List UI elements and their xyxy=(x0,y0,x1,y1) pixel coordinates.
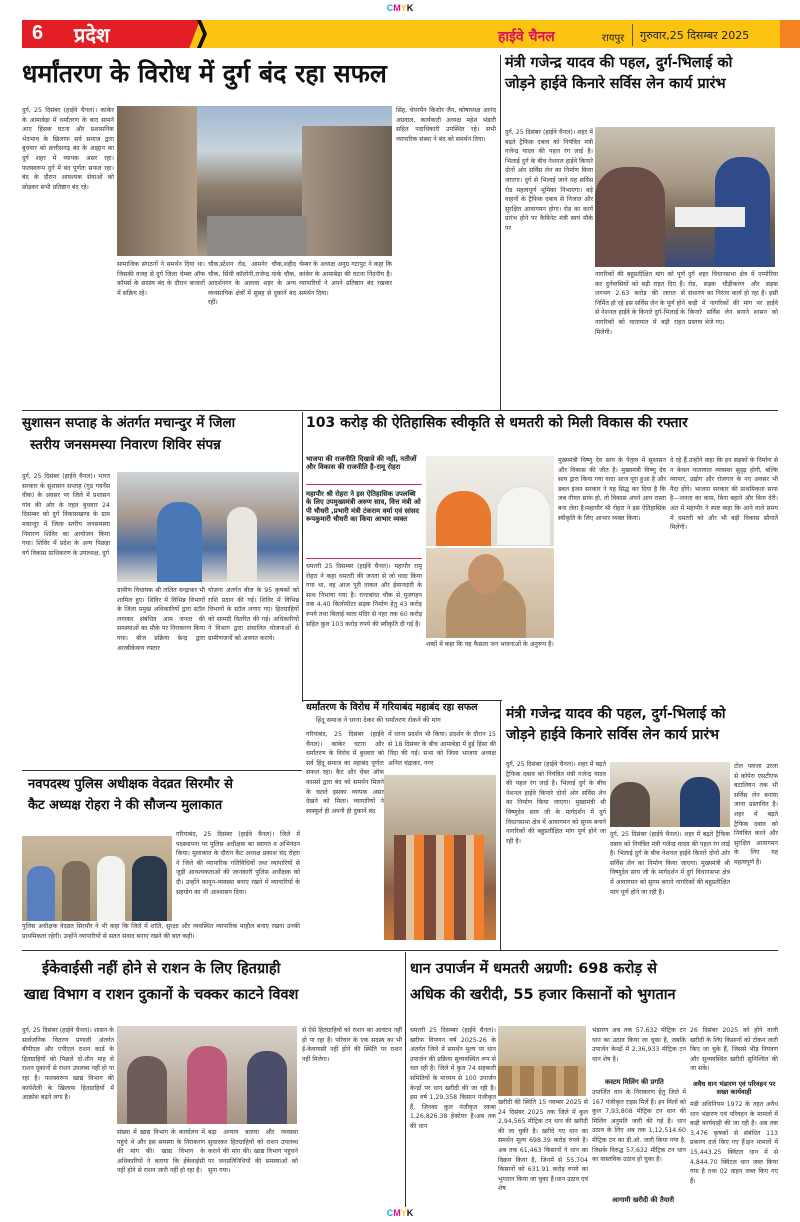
mayor-portrait-photo xyxy=(426,548,554,638)
ration-photo xyxy=(117,1026,297,1124)
article-body: दुर्ग, 25 दिसंबर (हाईवे चैनल)। शहर में बढ़ते ट्रैफिक दबाव को नियंत्रित मंत्री गजेन्द्र यादव की पहल रंग लाई है। भिलाई दुर्ग के बीच नेशनल हाईवे किनारे दोनों ओर सर्विस लेन का निर्माण किया जाएगा। दुर्ग से भिलाई जाने यह सर्विस रोड महत्वपूर्ण भूमिका निभाएगा। बड़े वाहनों के ट्रैफिक दबाव से निजात और सुरक्षित आवागमन होगा। रोड का कार्य प्रारंभ होने पर कैबिनेट मंत्री स्वयं मौके पर xyxy=(505,129,593,233)
article-body: भंडारण अब तक 57,632 मीट्रिक टन धान का उठाव किया जा चुका है, जबकि उपार्जन केन्द्रों में 2,36,933 मीट्रिक टन धान शेष है। xyxy=(592,1027,686,1063)
subhead-mayor-thanks: महापौर श्री रोहरा ने इस ऐतिहासिक उपलब्धि के लिए उपमुख्यमंत्री अरुण साव, वित्त मंत्री ओ पी चौधरी ,प्रभारी मंत्री टंकराम वर्मा एवं सांसद रूपकुमारी चौधरी का किया आभार व्यक्त xyxy=(306,490,421,524)
headline-sushasan-line1: सुशासन सप्ताह के अंतर्गत मचान्दुर में जिला xyxy=(22,415,236,431)
article-body: दुर्ग, 25 दिसंबर (हाईवे चैनल)। शहर में बढ़ते ट्रैफिक दबाव को नियंत्रित मंत्री गजेन्द्र यादव की पहल रंग लाई है। भिलाई दुर्ग के बीच नेशनल हाईवे किनारे दोनों ओर सर्विस लेन का निर्माण किया जाएगा। मुख्यमंत्री श्री विष्णुदेव साय जी के मार्गदर्शन में दुर्ग विधानसभा क्षेत्र में आवागमन को सुगम बनाने नागरिकों की बहुप्रतीक्षित मांग पूर्ण होने जा रही है। xyxy=(506,761,606,845)
article-body: में धरना प्रदर्शन भी किया। प्रदर्शन के दौरान 15 से 18 दिसंबर के बीच आमाबेड़ा में हुई हिंसा की निंदा की गई। सभा को जिला भाजपा अध्यक्ष अनिल चंद्राकर, नगर xyxy=(388,731,496,767)
brand-logo: हाईवे चैनल xyxy=(498,29,555,45)
headline-paddy-line2: अधिक की खरीदी, 55 हजार किसानों को भुगतान xyxy=(410,987,676,1003)
article-body: दुर्ग, 25 दिसंबर (हाईवे चैनल)। शासन के सार्वजनिक वितरण प्रणाली अंतर्गत बीपीएल और एपीएल राशन कार्ड के हितग्राहियों को पिछले दो-तीन माह से राशन दुकानों से राशन उपलब्ध नहीं हो पा रहा है। फलस्वरूप खाद्य विभाग की कार्यशैली के खिलाफ हितग्राहियों में आक्रोश बढ़ने लगा है। xyxy=(22,1027,114,1102)
article-body: गरियाबंद, 25 दिसंबर (हाईवे चैनल)। जिले में पदस्थापना पर पुलिस अधीक्षक का स्वागत व अभिनंदन किया। मुलाकात के दौरान कैट अध्यक्ष प्रकाश चंद रोहरा ने जिले की व्यापारिक गतिविधियों तथा व्यापारियों से जुड़ी आवश्यकताओं की जानकारी पुलिस अधीक्षक को दी। उन्होंने कानून-व्यवस्था बनाए रखने में व्यापारियों के सहयोग का भी आश्वासन दिया। xyxy=(176,831,300,896)
headline-gariaband: धर्मांतरण के विरोध में गरियाबंद महाबंद रहा सफल xyxy=(306,702,478,713)
column-rule xyxy=(405,952,406,1207)
article-body: दुर्ग, 25 दिसंबर (हाईवे चैनल)। भारत सरकार के सुशासन सप्ताह (गुड गवर्नेंस वीक) के अवसर पर जिले में प्रशासन गांव की ओर के तहत बुधवार 24 दिसम्बर को दुर्ग विकासखण्ड के ग्राम मचान्दुर में जिला स्तरीय जनसमस्या निवारण शिविर का आयोजन किया गया। शिविर में प्रदेश के अन्य पिछड़ा वर्ग विकास प्राधिकरण के उपाध्यक्ष, दुर्ग xyxy=(22,473,110,557)
headline-durg-bandh: धर्मांतरण के विरोध में दुर्ग बंद रहा सफल xyxy=(22,59,387,88)
article-body: दुर्ग, 25 दिसंबर (हाईवे चैनल)। कांकेर के आमाबेड़ा में धर्मांतरण के बाद सामने आए हिंसक घटना और प्रशासनिक भेदभाव के खिलाफ सर्व समाज द्वारा बुधवार को छत्तीसगढ़ बंद के आह्वान का दुर्ग शहर में व्यापक असर रहा। फलस्वरूप दुर्ग में बंद पूर्णतः सफल रहा। बंद के दौरान आवश्यक सेवाओं को छोड़कर सभी प्रतिष्ठान बंद रहे। xyxy=(22,107,114,191)
article-body: 26 दिसंबर 2025 को होने वाली खरीदी के लिए किसानों को टोकन जारी किए जा चुके हैं, जिससे भीड़ नियंत्रण और सुव्यवस्थित खरीदी सुनिश्चित की जा सके। xyxy=(690,1027,778,1073)
lane-inspection-photo xyxy=(610,762,730,827)
column-rule xyxy=(500,700,501,950)
closed-market-photo xyxy=(117,106,392,256)
column-rule xyxy=(302,412,303,702)
camp-photo xyxy=(117,472,299,582)
article-body: दुर्ग शहर विधानसभा क्षेत्र में एम्पोरिया रोड, सड़क चौड़ीकरण और सड़क संधारण का निरंतर कार्य हो रहा है। इसी कड़ी में नागरिकों की मांग पर हाईवे किनारे सर्विस लेन बनाने शासन को प्रस्ताव भेजे गए। xyxy=(688,271,778,327)
paddy-photo xyxy=(498,1026,586,1096)
article-body: चौक,स्टेशन रोड, आमनेर चौक,शहीद चौक, सिंधी कॉलोनी,राजेन्द्र पार्क चौक, आदर्शनगर के अलावा शहर के अन्य व्यवसायिक क्षेत्रों में सुबह से दुकानें बंद रहीं। xyxy=(208,261,296,307)
article-body: बढ़ा अन्याय बताया और व्यवस्था सुधारकर हितग्राहियों को राशन उपलब्ध कराने की मांग की। खाद्य विभाग पहुंचने पर जनप्रतिनिधियों की समस्याओं को सुना गया। xyxy=(208,1129,298,1175)
cmyk-marker-top: CMYK xyxy=(386,3,414,13)
headline-service-lane2-line2: जोड़ने हाईवे किनारे सर्विस लेन कार्य प्रारंभ xyxy=(506,727,719,743)
subhead-custom-milling: कस्टम मिलिंग की प्रगति xyxy=(605,1078,664,1086)
sp-meeting-photo xyxy=(22,836,172,921)
article-body: धमतरी 25 दिसम्बर (हाईवे चैनल)। खरीफ विपणन वर्ष 2025-26 के अंतर्गत जिले में समर्थन मूल्य पर धान उपार्जन की प्रक्रिया सुव्यवस्थित रूप से चल रही है। जिले में कुल 74 सहकारी समितियों के माध्यम से 100 उपार्जन केन्द्रों पर धान खरीदी की जा रही है। इस वर्ष 1,29,358 किसान पंजीकृत हैं, जिनका कुल पंजीकृत रकबा 1,26,826.38 हेक्टेयर है।अब तक की धान xyxy=(410,1027,496,1131)
cm-meeting-photo xyxy=(426,456,554,546)
article-body: शब्दों में कहा कि यह फैसला जन भावनाओं के अनुरूप है। xyxy=(426,641,554,648)
subhead-gariaband: हिंदू समाज ने धरना देकर की धर्मांतरण रोकने की मांग xyxy=(316,716,441,724)
minister-inspection-photo xyxy=(595,127,775,267)
masthead-accent xyxy=(780,20,800,48)
headline-sushasan-line2: स्तरीय जनसमस्या निवारण शिविर संपन्न xyxy=(30,437,221,453)
subhead-upcoming-purchase: आगामी खरीदी की तैयारी xyxy=(612,1196,675,1204)
section-tab xyxy=(22,20,200,48)
section-rule xyxy=(22,950,778,951)
article-body: चेम्बर के अध्यक्ष अनुग्र गटापुट ने कहा कि कांकेर के आमाबेड़ा की घटना निंदनीय है। व्यापारियों ने अपने प्रतिष्ठान बंद रखकर समर्थन दिया। xyxy=(299,261,392,297)
headline-ekyc-line2: खाद्य विभाग व राशन दुकानों के चक्कर काटने विवश xyxy=(24,987,299,1003)
article-body: उपार्जित धान के निराकरण हेतु जिले में 167 पंजीकृत राइस मिलें हैं। इन मिलों को कुल 7,93,808 मीट्रिक टन धान की मिलिंग अनुमति जारी की गई है। धान उठाव के लिए अब तक 1,12,514.60 मीट्रिक टन का डी.ओ. जारी किया गया है, जिसके विरुद्ध 57,632 मीट्रिक टन धान का वास्तविक उठाव हो चुका है। xyxy=(592,1089,686,1164)
article-body: सामाजिक संगठनों ने समर्थन दिया था। जिसकी वजह से दुर्ग जिला चेम्बर ऑफ कॉमर्स के सदस्य बंद के दौरान बाजारों में सक्रिय रहे। xyxy=(117,261,205,297)
cmyk-marker-bottom: CMYK xyxy=(386,1208,414,1218)
article-body: खरीदी की स्थिति 15 नवम्बर 2025 से 24 दिसंबर 2025 तक जिले में कुल 2,94,565 मीट्रिक टन धान की खरीदी की जा चुकी है। खरीदे गए धान का समर्थन मूल्य 698.39 करोड़ रुपये है। अब तक 61,463 किसानों ने धान का विक्रय किया है, जिनमें से 55,704 किसानों को 631.91 करोड़ रुपये का भुगतान किया जा चुका है।धान उठाव एवं शेष xyxy=(498,1099,588,1193)
masthead-divider xyxy=(632,24,633,46)
article-body: दे रहे हैं.उन्होंने कहा कि इन सड़कों के निर्माण से न केवल यातायात व्यवस्था सुदृढ़ होगी, बल्कि व्यापार, उद्योग और रोजगार के नए अवसर भी पैदा होंगे। भाजपा सरकार की प्राथमिकता साफ है—जनता का काम, बिना बहाने और बिना देरी।अंत में महापौर ने स्पष्ट कहा कि आने वाले समय में धमतरी को और भी बड़ी विकास सौगातें मिलेंगी। xyxy=(670,457,778,532)
subhead-divider xyxy=(306,484,422,485)
article-body: योजना अंतर्गत बीज के 95 कृषकों को राशि प्रदान की गई। शिविर में विभिन्न विभागों के स्टॉल लगाए गए। हितग्राहियों को सामग्री वितरित की गई। अधिकारियों ने विभाग द्वारा संचालित योजनाओं से ग्रामीणजनों को अवगत कराये। xyxy=(208,587,299,643)
protest-photo xyxy=(384,775,496,940)
column-rule xyxy=(500,55,501,410)
article-body: धमतरी 25 दिसम्बर (हाईवे चैनल)। महापौर रामू रोहरा ने कहा धमतरी की जनता से जो वादा किया गया था, वह आज पूरी ताकत और ईमानदारी के साथ निभाया गया है। रत्नाबांधा चौक से मुजगहन तक 4.40 किलोमीटर सड़क निर्माण हेतु 43 करोड़ रुपये तथा बिलाई माता मंदिर से नहर तक 60 करोड़ सहित कुल 103 करोड़ रुपये की स्वीकृति दी गई है। xyxy=(306,563,422,628)
article-body: से ऐसे हितग्राहियों को राशन का आवंटन नहीं हो पा रहा है। परिवार के एक सदस्य का भी ई-केवायसी नहीं होने की स्थिति पर राशन नहीं मिलेगा। xyxy=(302,1027,402,1063)
article-body: दुर्ग, 25 दिसंबर (हाईवे चैनल)। शहर में बढ़ते ट्रैफिक दबाव को नियंत्रित मंत्री गजेन्द्र यादव की पहल रंग लाई है। भिलाई दुर्ग के बीच नेशनल हाईवे किनारे दोनों ओर सर्विस लेन का निर्माण किया जाएगा। मुख्यमंत्री श्री विष्णुदेव साय जी के मार्गदर्शन में दुर्ग विधानसभा क्षेत्र में आवागमन को सुगम बनाने नागरिकों की बहुप्रतीक्षित मांग पूर्ण होने जा रही है। xyxy=(610,831,730,896)
headline-paddy-line1: धान उपार्जन में धमतरी अग्रणी: 698 करोड़ से xyxy=(410,961,657,977)
article-body: सिंह, चेयरमैन किशोर जैन, कोषाध्यक्ष आनंद अग्रवाल, कार्यकारी अध्यक्ष महेश भंडारी सहित पदाधिकारी उपस्थित रहे। सभी व्यापारिक संस्था ने बंद को समर्थन दिया। xyxy=(396,107,496,143)
headline-sp-meeting-line1: नवपदस्थ पुलिस अधीक्षक वेदव्रत सिरमौर से xyxy=(28,777,233,792)
article-body: टोल प्लाजा उरला से कोपेरा एसटीएफ बटालियन तक भी सर्विस लेन बनाया जाना प्रस्तावित है। शहर में बढ़ते ट्रैफिक दबाव को नियंत्रित करने और सुरक्षित आवागमन के लिए यह महत्वपूर्ण है। xyxy=(734,763,778,867)
article-body: गरियाबंद, 25 दिसंबर (हाईवे चैनल)। कांकेर घटना और धर्मांतरण के विरोध में बुधवार को सर्व हिंदू समाज का महाबंद पूर्णतः सफल रहा। कैट और चेंबर ऑफ कामर्स द्वारा बंद को समर्थन मिलने के चलते इसका व्यापक असर देखने को मिला। व्यापारियों ने स्वस्फूर्त ही अपनी ही दुकानें बंद xyxy=(306,731,384,815)
article-body: ग्रामीण विधायक श्री ललित चन्द्राकर भी शामिल हुए। शिविर में विभिन्न विभागों के जिला प्रमुख अधिकारियों द्वारा स्टॉल लगाकर संबंधित आम जनता की समस्याओं का मौके पर निराकरण किया गया। बीज प्रक्रिया केन्द्र द्वारा आरबीकेवाय रफ्तार xyxy=(117,587,205,652)
headline-sp-meeting-line2: कैट अध्यक्ष रोहरा ने की सौजन्य मुलाकात xyxy=(28,798,223,813)
article-body: संख्या में खाद्य विभाग के कार्यालय में पहुंचे थे और इस समस्या के निराकरण की मांग की। खाद्य विभाग के अधिकारियों ने बताया कि ईकेवाईसी नहीं होने से राशन जारी नहीं हो रहा है। xyxy=(117,1129,205,1175)
section-title: प्रदेश xyxy=(74,23,110,47)
article-body: नागरिकों की बहुप्रतीक्षित मांग को पूर्ण कर दुर्गवासियों को बड़ी राहत दिए हैं। लगभग 2.63 करोड़ की लागत से निर्मित हो रहे इस सर्विस लेन के पूर्ण होने से नेशनल हाईवे के किनारे दुर्ग-भिलाई के नागरिकों को यातायात में बड़ी राहत मिलेगी। xyxy=(595,271,685,336)
subhead-bjp-politics: भाजपा की राजनीति दिखावे की नहीं, नतीजों और विकास की राजनीति है-रामू रोहरा xyxy=(306,455,417,472)
headline-service-lane-line2: जोड़ने हाईवे किनारे सर्विस लेन कार्य प्रारंभ xyxy=(505,76,726,92)
section-rule xyxy=(22,410,778,411)
headline-service-lane-line1: मंत्री गजेन्द्र यादव की पहल, दुर्ग-भिलाई को xyxy=(505,55,733,71)
page-number: 6 xyxy=(32,22,44,44)
subhead-illegal-storage: अवैध धान भंडारण एवं परिवहन पर सख्त कार्यवाही xyxy=(692,1080,776,1097)
headline-service-lane2-line1: मंत्री गजेन्द्र यादव की पहल, दुर्ग-भिलाई को xyxy=(506,706,726,722)
headline-dhamtari-103: 103 करोड़ की ऐतिहासिक स्वीकृति से धमतरी को मिली विकास की रफ्तार xyxy=(306,415,688,431)
section-rule xyxy=(302,700,502,701)
section-rule xyxy=(22,770,302,771)
article-body: मुख्यमंत्री विष्णु देव साय के नेतृत्व में सुशासन और विकास की जीत है। मुख्यमंत्री विष्णु देव साय द्वारा किया गया वादा आज पूरा हुआ है और डबल इंजन सरकार ने यह सिद्ध कर दिया है कि जब नीयत साफ हो, तो विकास अपने आप रास्ता बना लेता है।महापौर श्री रोहरा ने इस ऐतिहासिक स्वीकृति के लिए आभार व्यक्त किया। xyxy=(558,457,666,522)
subhead-divider xyxy=(306,558,422,559)
article-body: मंडी अधिनियम 1972 के तहत अवैध धान भंडारण एवं परिवहन के मामलों में कड़ी कार्यवाही की जा रही है। अब तक 3,476 कृषकों से संबंधित 113 प्रकरण दर्ज किए गए हैं।इन मामलों में 15,443.25 क्विंटल धान में से 4,844.70 क्विंटल धान जब्त किया गया है तथा 02 वाहन जब्त किए गए हैं। xyxy=(690,1101,778,1185)
issue-date: गुरुवार,25 दिसम्बर 2025 xyxy=(640,29,750,42)
headline-ekyc-line1: ईकेवाईसी नहीं होने से राशन के लिए हितग्राही xyxy=(42,961,281,977)
article-body: पुलिस अधीक्षक वेदव्रत सिरमौर ने भी कहा कि जिले में शांति, सुरक्षा और व्यवस्थित व्यापारिक माहौल बनाए रखना उनकी प्राथमिकता रहेगी। उन्होंने व्यापारियों से सतत संवाद बनाए रखने की बात कही। xyxy=(22,923,300,940)
edition-city: रायपुर xyxy=(602,33,625,44)
